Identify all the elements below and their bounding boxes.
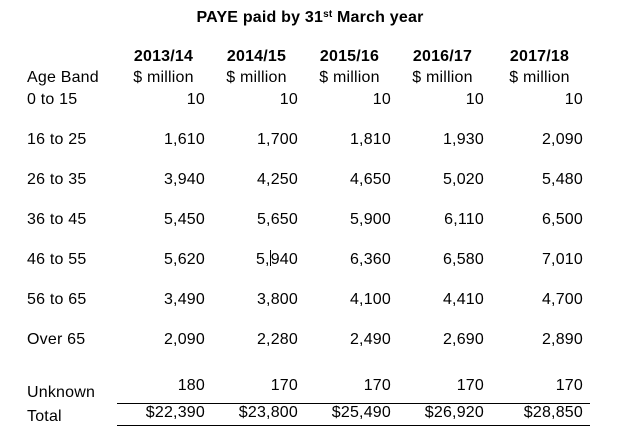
unit-header[interactable]: $ million xyxy=(319,69,380,86)
title-superscript: st xyxy=(323,9,333,20)
total-cell[interactable]: $26,920 xyxy=(396,403,489,425)
value-cell[interactable]: 170 xyxy=(396,350,489,403)
value-cell[interactable]: 2,890 xyxy=(541,331,583,348)
total-cell[interactable]: $25,490 xyxy=(303,403,396,425)
value-cell[interactable]: 2,490 xyxy=(349,331,391,348)
year-header[interactable]: 2017/18 xyxy=(509,48,570,65)
row-label[interactable]: Total xyxy=(27,408,62,425)
year-header[interactable]: 2015/16 xyxy=(319,48,380,65)
value-cell[interactable]: 2,090 xyxy=(541,131,583,148)
total-cell[interactable]: $28,850 xyxy=(489,403,590,425)
year-header-row xyxy=(27,45,590,67)
corner-empty-cell xyxy=(27,45,117,67)
row-label[interactable]: Unknown xyxy=(27,384,96,401)
value-cell[interactable]: 2,090 xyxy=(163,331,205,348)
table-row xyxy=(27,190,590,230)
value-cell[interactable]: 2,280 xyxy=(256,331,298,348)
title-text-end: March year xyxy=(332,9,424,26)
age-band-header[interactable]: Age Band xyxy=(27,69,99,86)
row-label[interactable]: 16 to 25 xyxy=(27,131,87,148)
value-after-caret: 940 xyxy=(270,251,298,268)
table-row xyxy=(27,230,590,270)
table-row xyxy=(27,150,590,190)
value-cell[interactable]: 10 xyxy=(465,91,484,108)
value-cell[interactable]: 1,930 xyxy=(442,131,484,148)
value-cell[interactable]: 4,700 xyxy=(541,291,583,308)
active-edit-cell[interactable] xyxy=(210,230,303,270)
unit-header[interactable]: $ million xyxy=(509,69,570,86)
unit-header[interactable]: $ million xyxy=(133,69,194,86)
value-cell[interactable]: 6,580 xyxy=(442,251,484,268)
value-cell[interactable]: 170 xyxy=(303,350,396,403)
value-cell[interactable]: 10 xyxy=(186,91,205,108)
value-cell[interactable]: 5,620 xyxy=(163,251,205,268)
unit-header-row xyxy=(27,67,590,88)
value-cell[interactable]: 1,810 xyxy=(349,131,391,148)
value-cell[interactable]: 3,800 xyxy=(256,291,298,308)
table-row xyxy=(27,270,590,310)
value-cell[interactable]: 180 xyxy=(117,350,210,403)
value-cell[interactable]: 3,940 xyxy=(163,171,205,188)
row-label[interactable]: 26 to 35 xyxy=(27,171,87,188)
table-row xyxy=(27,88,590,110)
value-cell[interactable]: 2,690 xyxy=(442,331,484,348)
table-row xyxy=(27,110,590,150)
year-header[interactable]: 2013/14 xyxy=(133,48,194,65)
value-cell[interactable]: 1,700 xyxy=(256,131,298,148)
value-cell[interactable]: 170 xyxy=(489,350,590,403)
paye-table xyxy=(27,45,590,426)
unit-header[interactable]: $ million xyxy=(412,69,473,86)
value-cell[interactable]: 7,010 xyxy=(541,251,583,268)
total-cell[interactable]: $23,800 xyxy=(210,403,303,425)
row-label[interactable]: 0 to 15 xyxy=(27,91,78,108)
title-text: PAYE paid by 31 xyxy=(196,9,324,26)
value-cell[interactable]: 6,360 xyxy=(349,251,391,268)
total-cell[interactable]: $22,390 xyxy=(117,403,210,425)
page-title[interactable] xyxy=(0,0,620,28)
row-label[interactable]: 36 to 45 xyxy=(27,211,87,228)
value-cell[interactable]: 10 xyxy=(372,91,391,108)
value-cell[interactable]: 5,450 xyxy=(163,211,205,228)
value-cell[interactable]: 5,020 xyxy=(442,171,484,188)
value-cell[interactable]: 6,110 xyxy=(444,211,484,228)
value-cell[interactable]: 1,610 xyxy=(163,131,205,148)
row-label[interactable]: Over 65 xyxy=(27,331,86,348)
table-row xyxy=(27,310,590,350)
value-cell[interactable]: 10 xyxy=(279,91,298,108)
value-cell[interactable]: 5,650 xyxy=(256,211,298,228)
value-cell[interactable]: 10 xyxy=(564,91,583,108)
value-cell[interactable]: 6,500 xyxy=(541,211,583,228)
year-header[interactable]: 2016/17 xyxy=(412,48,473,65)
value-cell[interactable]: 5,480 xyxy=(541,171,583,188)
unit-header[interactable]: $ million xyxy=(226,69,287,86)
value-cell[interactable]: 4,410 xyxy=(442,291,484,308)
value-cell[interactable]: 3,490 xyxy=(163,291,205,308)
value-cell[interactable]: 4,250 xyxy=(256,171,298,188)
year-header[interactable]: 2014/15 xyxy=(226,48,287,65)
value-before-caret: 5, xyxy=(255,251,270,268)
row-label[interactable]: 56 to 65 xyxy=(27,291,87,308)
table-row-total xyxy=(27,403,590,425)
value-cell[interactable]: 5,900 xyxy=(349,211,391,228)
value-cell[interactable]: 170 xyxy=(210,350,303,403)
value-cell[interactable]: 4,100 xyxy=(349,291,391,308)
table-row-unknown xyxy=(27,350,590,403)
row-label[interactable]: 46 to 55 xyxy=(27,251,87,268)
value-cell[interactable]: 4,650 xyxy=(349,171,391,188)
